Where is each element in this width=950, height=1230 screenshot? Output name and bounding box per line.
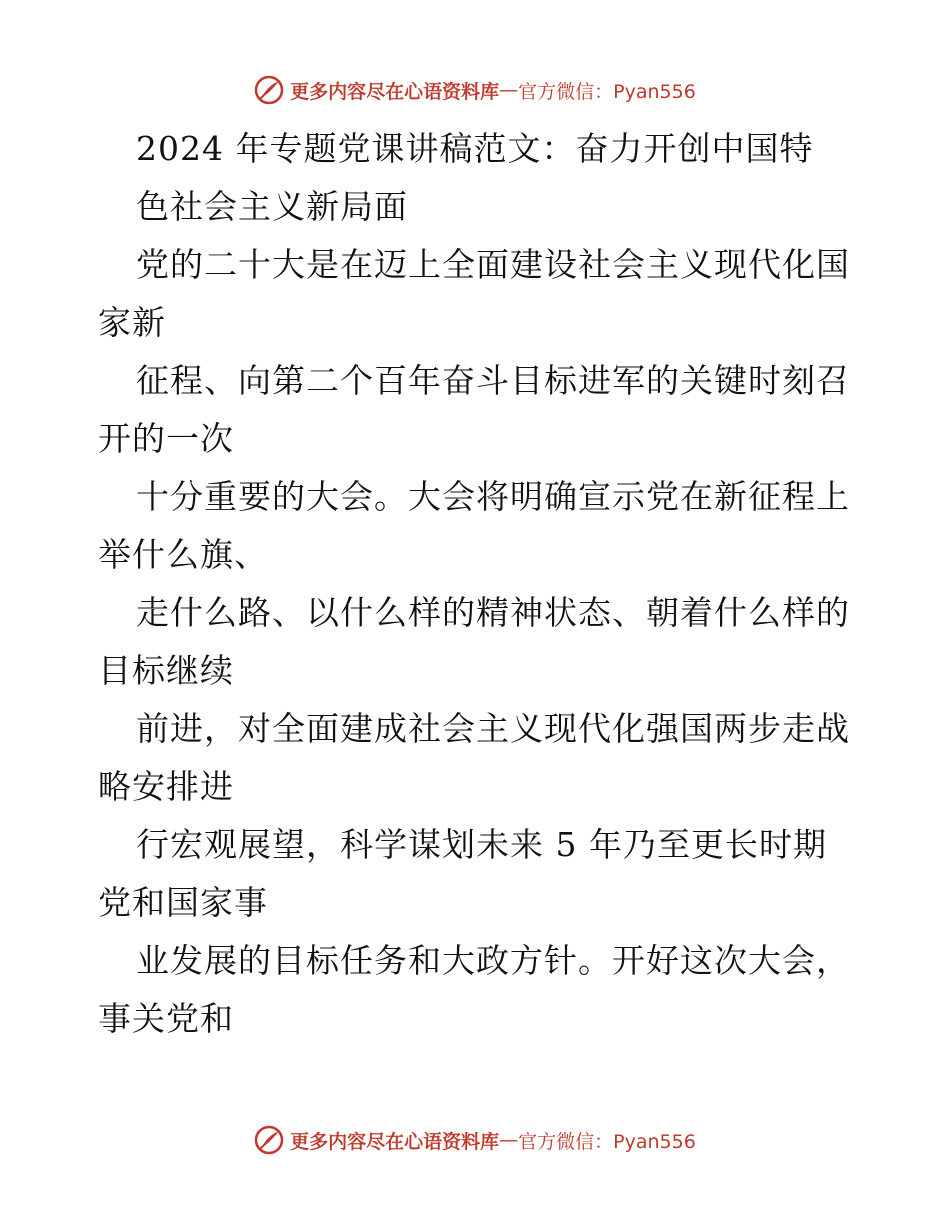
header-banner — [0, 70, 950, 110]
footer-wechat-text: 官方微信：Pyan556 — [518, 1130, 696, 1153]
text-line: 略安排进 — [98, 767, 234, 806]
text-line: 事关党和 — [98, 999, 234, 1038]
footer-banner-separator: — — [499, 1129, 519, 1151]
feather-seal-icon — [254, 1125, 284, 1155]
header-banner-text: 更多内容尽在心语资料库 — [290, 80, 500, 103]
text-line: 行宏观展望，科学谋划未来 5 年乃至更长时期 — [136, 825, 827, 864]
text-line: 党的二十大是在迈上全面建设社会主义现代化国 — [136, 245, 850, 284]
text-line: 党和国家事 — [98, 883, 268, 922]
text-line: 2024 年专题党课讲稿范文：奋力开创中国特 — [136, 129, 814, 168]
text-line: 走什么路、以什么样的精神状态、朝着什么样的 — [136, 593, 850, 632]
header-banner-separator: — — [499, 79, 519, 101]
document-body — [98, 120, 858, 1048]
text-line: 家新 — [98, 303, 166, 342]
header-wechat-text: 官方微信：Pyan556 — [518, 80, 696, 103]
text-line: 目标继续 — [98, 651, 234, 690]
text-line: 色社会主义新局面 — [136, 187, 408, 226]
text-line: 业发展的目标任务和大政方针。开好这次大会， — [136, 941, 850, 980]
text-line: 十分重要的大会。大会将明确宣示党在新征程上 — [136, 477, 850, 516]
text-line: 前进，对全面建成社会主义现代化强国两步走战 — [136, 709, 850, 748]
footer-banner-text: 更多内容尽在心语资料库 — [290, 1130, 500, 1153]
text-line: 征程、向第二个百年奋斗目标进军的关键时刻召 — [136, 361, 850, 400]
footer-banner — [0, 1120, 950, 1160]
text-line: 开的一次 — [98, 419, 234, 458]
text-line: 举什么旗、 — [98, 535, 268, 574]
feather-seal-icon — [254, 75, 284, 105]
